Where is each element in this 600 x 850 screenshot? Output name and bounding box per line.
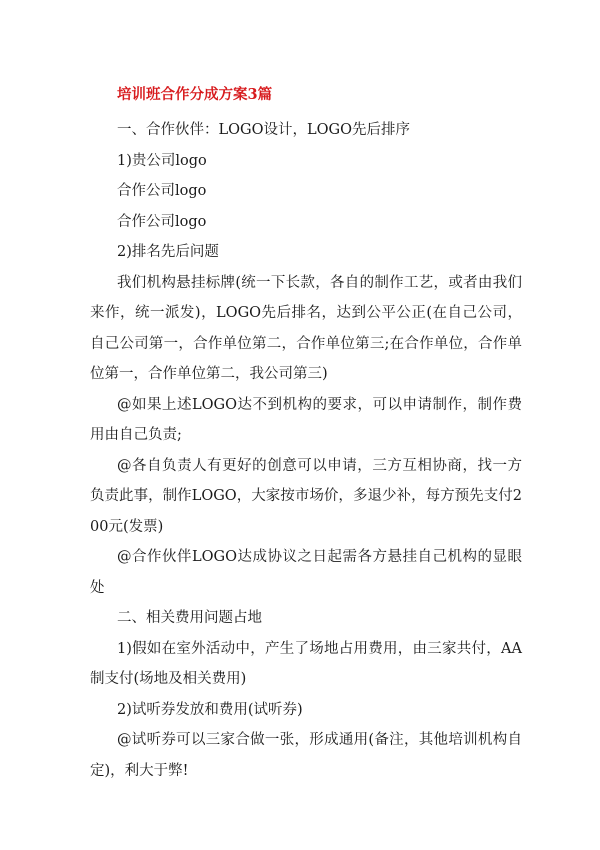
document-title: 培训班合作分成方案3篇 (117, 86, 273, 103)
paragraph-creative-proposal: @各自负责人有更好的创意可以申请，三方互相协商，找一方负责此事，制作LOGO，大家按市场价，多退少补，每方预先支付200元(发票) (90, 457, 522, 535)
list-item-partner-logo-2: 合作公司logo (117, 213, 207, 230)
list-item-your-company-logo: 1)贵公司logo (117, 152, 207, 169)
paragraph-logo-production: @如果上述LOGO达不到机构的要求，可以申请制作，制作费用由自己负责; (90, 396, 522, 443)
section-heading-partners: 一、合作伙伴：LOGO设计，LOGO先后排序 (117, 122, 410, 138)
document-page (90, 86, 522, 786)
list-item-partner-logo-1: 合作公司logo (117, 183, 207, 199)
paragraph-venue-fees: 1)假如在室外活动中，产生了场地占用费用，由三家共付，AA制支付(场地及相关费用) (90, 640, 522, 687)
section-heading-fees: 二、相关费用问题占地 (117, 610, 262, 626)
subheading-ranking-order: 2)排名先后问题 (117, 244, 219, 260)
subheading-trial-vouchers: 2)试听券发放和费用(试听券) (117, 701, 303, 718)
paragraph-signboard-ranking: 我们机构悬挂标牌(统一下长款，各自的制作工艺，或者由我们来作，统一派发)，LOGO先后排名，达到公平公正(在自己公司，自己公司第一，合作单位第二，合作单位第三;在合作单位，合作单位第一，合作单位第二，我公司第三) (90, 274, 522, 382)
paragraph-shared-voucher: @试听券可以三家合做一张，形成通用(备注，其他培训机构自定)，利大于弊! (90, 732, 522, 779)
paragraph-logo-display: @合作伙伴LOGO达成协议之日起需各方悬挂自己机构的显眼处 (90, 549, 522, 596)
